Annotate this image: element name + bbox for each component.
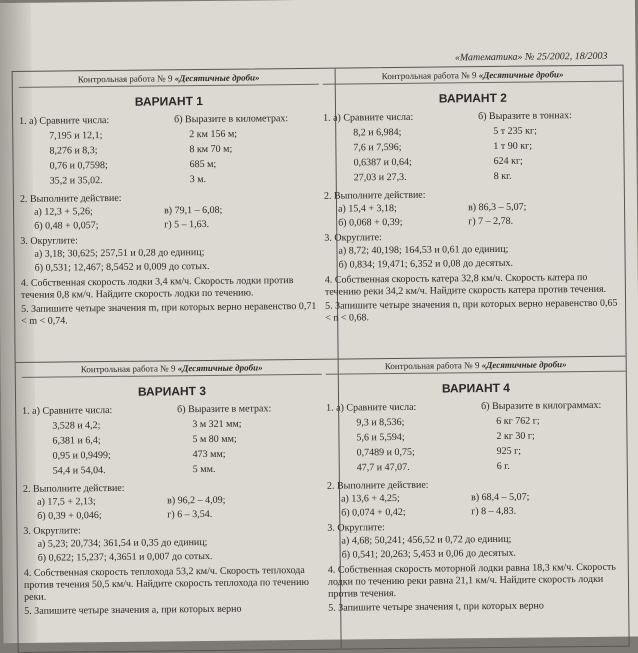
- variant-title-bar: [326, 358, 626, 375]
- round-item: а) 5,23; 20,734; 361,54 и 0,35 до единиц;: [37, 536, 208, 550]
- task-1b-label: б) Выразите в метрах:: [177, 403, 272, 416]
- variant-heading: ВАРИАНТ 4: [441, 380, 511, 396]
- round-item: а) 4,68; 50,241; 456,52 и 0,72 до единиц;: [341, 533, 512, 547]
- task-2-ops: [23, 507, 323, 524]
- task-3-label: 3. Округлите:: [23, 525, 81, 537]
- test-number: Контрольная работа № 9: [384, 360, 480, 372]
- task-1b-label: б) Выразите в килограммах:: [481, 399, 602, 413]
- task-2-ops: [324, 214, 624, 231]
- compare-item: 27,03 и 27,3.: [353, 171, 407, 184]
- round-item: а) 3,18; 30,625; 257,51 и 0,28 до единиц;: [34, 246, 205, 260]
- compare-item: 54,4 и 54,04.: [52, 465, 106, 477]
- task-1: [326, 398, 627, 479]
- convert-item: 3 м 321 мм;: [192, 418, 242, 431]
- op-item: в) 96,2 – 4,09;: [167, 494, 226, 507]
- op-item: б) 0,068 + 0,39;: [338, 216, 403, 229]
- task-2-label: 2. Выполните действие:: [323, 189, 426, 202]
- task-3-label: 3. Округлите:: [327, 522, 385, 534]
- op-item: а) 13,6 + 4,25;: [341, 492, 400, 505]
- task-1a-label: 1. а) Сравните числа:: [326, 401, 417, 414]
- task-2-label: 2. Выполните действие:: [19, 192, 122, 205]
- convert-item: 1 т 90 кг;: [493, 140, 533, 152]
- variant-3: [22, 361, 325, 618]
- op-item: в) 79,1 – 6,08;: [164, 204, 223, 217]
- compare-item: 3,528 и 4,2;: [52, 420, 101, 432]
- test-topic: «Десятичные дроби»: [177, 362, 263, 374]
- compare-item: 47,7 и 47,07.: [356, 461, 410, 474]
- op-item: б) 0,48 + 0,057;: [34, 220, 99, 232]
- variant-title-bar: [19, 71, 319, 88]
- convert-item: 3 м.: [189, 173, 207, 186]
- convert-item: 5 м 80 мм;: [192, 433, 237, 446]
- op-item: а) 12,3 + 5,26;: [34, 206, 93, 218]
- variant-title-bar: [323, 68, 623, 85]
- compare-item: 9,3 и 8,536;: [356, 416, 405, 429]
- op-item: г) 5 – 1,63.: [164, 218, 210, 231]
- convert-item: 2 км 156 м;: [189, 128, 238, 141]
- compare-item: 35,2 и 35,02.: [49, 175, 103, 187]
- task-1a-label: 1. а) Сравните числа:: [323, 111, 414, 124]
- op-item: в) 68,4 – 5,07;: [471, 491, 530, 504]
- task-1b-label: б) Выразите в тоннах:: [478, 110, 572, 123]
- task-4: 4. Собственная скорость моторной лодки равна 18,3 км/ч. Скорость лодки по течению реки равна 21,1 км/ч. Найдите скорость лодки против течения.: [327, 561, 616, 600]
- convert-item: 5 т 235 кг;: [493, 125, 537, 137]
- compare-item: 8,2 и 6,984;: [353, 126, 402, 139]
- op-item: б) 0,39 + 0,046;: [37, 510, 102, 522]
- test-number: Контрольная работа № 9: [381, 70, 477, 82]
- variant-heading: ВАРИАНТ 2: [438, 90, 507, 106]
- test-topic: «Десятичные дроби»: [174, 72, 260, 84]
- round-item: а) 8,72; 40,198; 164,53 и 0,61 до единиц;: [338, 243, 509, 257]
- journal-header: «Математика» № 25/2002, 18/2003: [454, 50, 608, 64]
- task-2-ops: [20, 217, 320, 234]
- task-2-label: 2. Выполните действие:: [326, 479, 429, 492]
- task-1a-label: 1. а) Сравните числа:: [19, 114, 110, 127]
- convert-item: 6 кг 762 г;: [496, 415, 540, 427]
- task-1: [22, 401, 323, 482]
- compare-item: 0,76 и 0,7598;: [49, 160, 108, 172]
- round-item: б) 0,541; 20,263; 5,453 и 0,06 до десятых.: [341, 547, 517, 561]
- test-number: Контрольная работа № 9: [77, 73, 173, 85]
- test-number: Контрольная работа № 9: [80, 363, 176, 375]
- convert-item: 925 г;: [496, 445, 522, 457]
- convert-item: 6 г.: [496, 460, 510, 472]
- compare-item: 5,6 и 5,594;: [356, 431, 405, 444]
- compare-item: 6,381 и 6,4;: [52, 435, 101, 447]
- task-4: 4. Собственная скорость лодки 3,4 км/ч. Скорость лодки против течения 0,8 км/ч. Найдите скорость лодки по течению.: [20, 275, 294, 301]
- variants-grid: [12, 65, 630, 653]
- round-item: б) 0,531; 12,467; 8,5452 и 0,009 до сотых.: [34, 260, 210, 274]
- task-5: 5. Запишите четыре значения m, при которых верно неравенство 0,71 < m < 0,74.: [21, 300, 317, 327]
- convert-item: 2 кг 30 г;: [496, 430, 535, 442]
- variant-2: [323, 68, 626, 325]
- task-1a-label: 1. а) Сравните числа:: [22, 404, 113, 417]
- round-item: б) 0,622; 15,237; 4,3651 и 0,007 до сотых.: [37, 550, 213, 564]
- op-item: г) 8 – 4,83.: [471, 505, 517, 518]
- compare-item: 0,6387 и 0,64;: [353, 156, 412, 169]
- op-item: в) 86,3 – 5,07;: [467, 201, 527, 214]
- compare-item: 0,95 и 0,9499;: [52, 449, 111, 462]
- convert-item: 473 мм;: [192, 448, 226, 461]
- task-5: 5. Запишите четыре значения a, при которых верно: [24, 603, 242, 617]
- task-3-label: 3. Округлите:: [324, 232, 382, 244]
- op-item: а) 15,4 + 3,18;: [337, 202, 397, 215]
- compare-item: 7,6 и 7,596;: [353, 141, 402, 154]
- convert-item: 624 кг;: [493, 155, 523, 167]
- variant-title-bar: [22, 361, 322, 378]
- task-5: 5. Запишите четыре значения t, при которых верно: [328, 600, 544, 614]
- compare-item: 8,276 и 8,3;: [49, 145, 98, 157]
- variant-heading: ВАРИАНТ 1: [134, 94, 203, 109]
- op-item: а) 17,5 + 2,13;: [37, 496, 96, 508]
- task-3-label: 3. Округлите:: [20, 235, 78, 247]
- compare-item: 0,7489 и 0,75;: [356, 446, 415, 459]
- convert-item: 5 мм.: [192, 463, 216, 476]
- round-item: б) 0,834; 19,471; 6,352 и 0,08 до десятых.: [338, 257, 514, 271]
- convert-item: 8 кг.: [493, 170, 512, 182]
- compare-item: 7,195 и 12,1;: [49, 130, 103, 142]
- task-1b-label: б) Выразите в километрах:: [174, 113, 289, 126]
- task-2-ops: [327, 504, 627, 521]
- task-1: [323, 108, 624, 189]
- test-topic: «Десятичные дроби»: [478, 69, 564, 81]
- op-item: г) 6 – 3,54.: [167, 508, 213, 521]
- convert-item: 8 км 70 м;: [189, 143, 233, 156]
- task-1: [19, 111, 320, 192]
- task-4: 4. Собственная скорость теплохода 53,2 км/ч. Скорость теплохода против течения 50,5 км/ч. Найдите скорость теплохода по течению реки.: [23, 564, 309, 603]
- convert-item: 685 м;: [189, 158, 217, 171]
- variant-4: [326, 358, 629, 615]
- op-item: б) 0,074 + 0,42;: [341, 506, 406, 519]
- variant-1: [19, 71, 322, 328]
- op-item: г) 7 – 2,78.: [468, 215, 514, 228]
- task-2-label: 2. Выполните действие:: [22, 482, 125, 495]
- task-4: 4. Собственная скорость катера 32,8 км/ч. Скорость катера по течению реки 34,2 км/ч. Найдите скорость катера против течения.: [324, 271, 607, 298]
- variant-heading: ВАРИАНТ 3: [137, 383, 207, 399]
- test-topic: «Десятичные дроби»: [481, 359, 567, 371]
- task-5: 5. Запишите четыре значения n, при которых верно неравенство 0,65 < n < 0,68.: [325, 297, 618, 324]
